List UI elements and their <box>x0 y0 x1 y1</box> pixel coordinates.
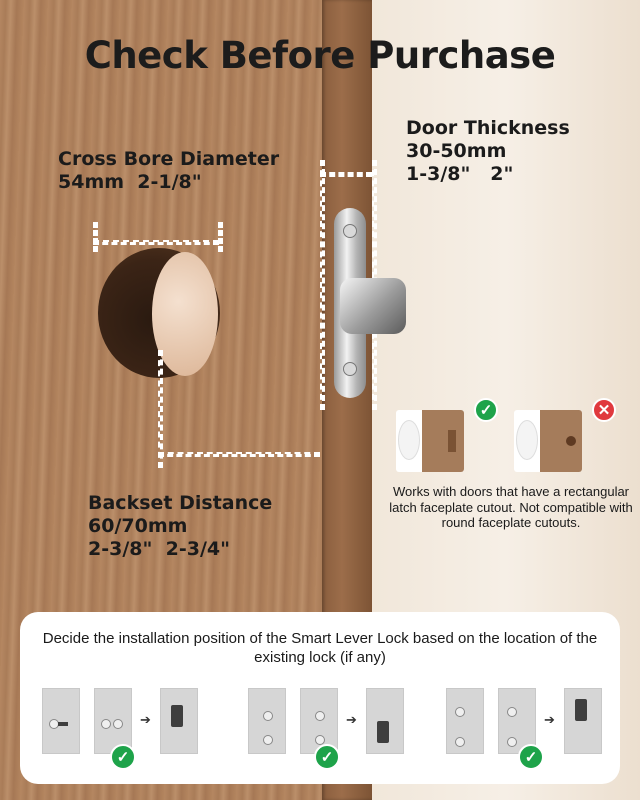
door-diagram <box>42 688 80 754</box>
bore-dimension-line <box>93 240 219 245</box>
door-thickness-label <box>406 117 570 187</box>
thickness-dimension-line <box>320 172 372 177</box>
x-icon: ✕ <box>592 398 616 422</box>
backset-label <box>88 492 272 562</box>
door-thickness-mm: 30-50mm <box>406 140 507 163</box>
door-diagram <box>446 688 484 754</box>
backset-dimension-line <box>158 452 320 457</box>
round-cutout-example <box>514 410 582 472</box>
backset-title: Backset Distance <box>88 492 273 514</box>
arrow-right-icon: ➔ <box>346 712 357 727</box>
latch-bolt <box>340 278 406 334</box>
backset-mm: 60/70mm <box>88 515 188 538</box>
cross-bore-label <box>58 148 279 194</box>
cross-bore-value: 54mm 2-1/8" <box>58 171 202 194</box>
door-diagram <box>564 688 602 754</box>
check-icon: ✓ <box>314 744 340 770</box>
thickness-dash-left <box>320 160 325 410</box>
page-title: Check Before Purchase <box>84 34 556 77</box>
door-diagram <box>366 688 404 754</box>
check-icon: ✓ <box>474 398 498 422</box>
door-diagram <box>248 688 286 754</box>
screw-icon <box>343 362 357 376</box>
arrow-right-icon: ➔ <box>544 712 555 727</box>
installation-text: Decide the installation position of the Smart Lever Lock based on the location of the existing lock (if any) <box>42 630 598 666</box>
cross-bore-title: Cross Bore Diameter <box>58 148 280 170</box>
check-icon: ✓ <box>518 744 544 770</box>
screw-icon <box>343 224 357 238</box>
door-thickness-in: 1-3/8" 2" <box>406 163 514 186</box>
bore-dash-right <box>218 222 223 252</box>
rectangular-cutout-example <box>396 410 464 472</box>
door-diagram <box>300 688 338 754</box>
compatibility-note: Works with doors that have a rectangular latch faceplate cutout. Not compatible with round faceplate cutouts. <box>389 484 633 531</box>
bore-dash-left <box>93 222 98 252</box>
backset-in: 2-3/8" 2-3/4" <box>88 538 230 561</box>
backset-dash-left <box>158 350 163 468</box>
arrow-right-icon: ➔ <box>140 712 151 727</box>
check-icon: ✓ <box>110 744 136 770</box>
door-diagram <box>160 688 198 754</box>
door-thickness-title: Door Thickness <box>406 117 570 139</box>
